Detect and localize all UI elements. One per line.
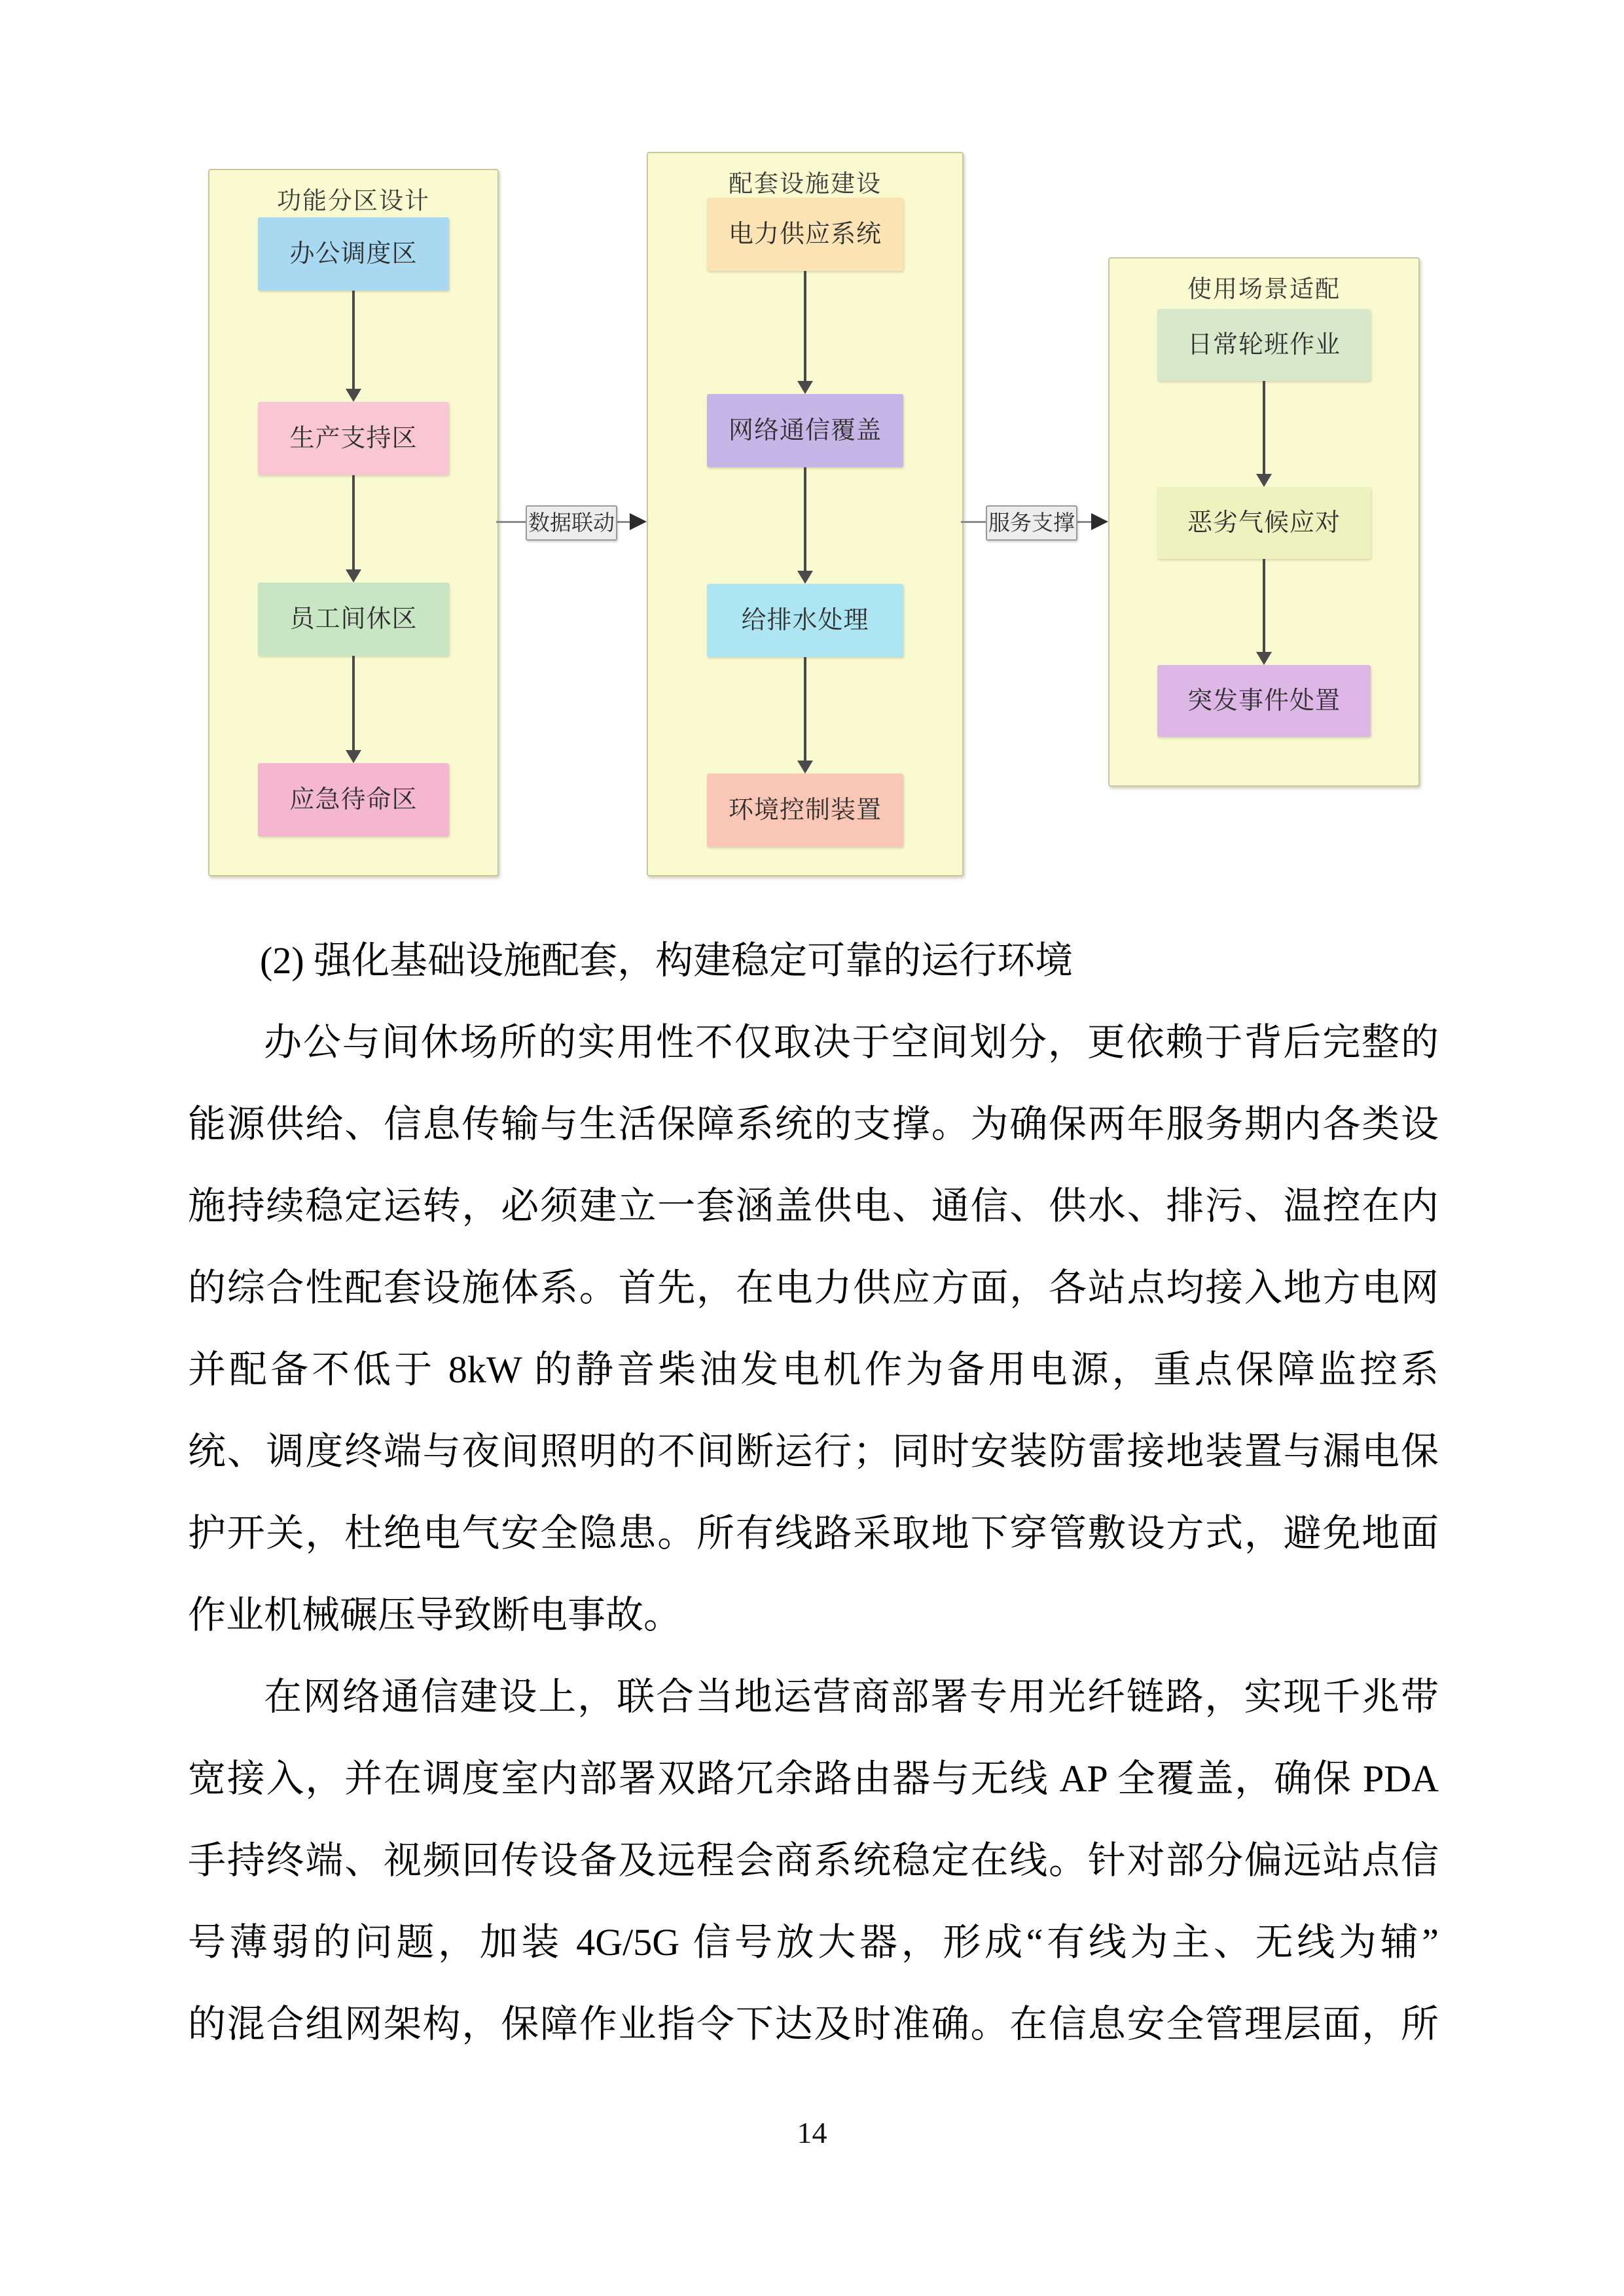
flow-node-emergency-standby: 应急待命区	[258, 763, 449, 836]
flow-node-daily-shift: 日常轮班作业	[1157, 309, 1371, 381]
down-arrow-icon	[804, 467, 806, 571]
down-arrow-icon	[352, 291, 355, 389]
flow-node-environment-control: 环境控制装置	[707, 774, 903, 847]
flow-node-severe-weather: 恶劣气候应对	[1157, 487, 1371, 559]
flow-node-emergency-handling: 突发事件处置	[1157, 665, 1371, 737]
diagram-group-usage-scenarios	[1108, 257, 1420, 787]
down-arrow-icon	[352, 656, 355, 750]
group-title: 使用场景适配	[1187, 276, 1341, 302]
body-line: 统、调度终端与夜间照明的不间断运行；同时安装防雷接地装置与漏电保	[188, 1430, 1439, 1473]
flow-node-network-coverage: 网络通信覆盖	[707, 394, 903, 467]
flow-node-office-dispatch: 办公调度区	[258, 217, 449, 291]
body-text	[188, 920, 1439, 2065]
right-arrow-icon	[1091, 513, 1108, 530]
down-arrow-icon	[352, 475, 355, 569]
flow-node-power-supply: 电力供应系统	[707, 198, 903, 271]
body-line: 护开关，杜绝电气安全隐患。所有线路采取地下穿管敷设方式，避免地面	[188, 1512, 1439, 1554]
body-line: 能源供给、信息传输与生活保障系统的支撑。为确保两年服务期内各类设	[188, 1103, 1439, 1145]
body-line: 的混合组网架构，保障作业指令下达及时准确。在信息安全管理层面，所	[188, 2003, 1439, 2045]
down-arrow-icon	[804, 657, 806, 761]
flow-node-water-treatment: 给排水处理	[707, 584, 903, 657]
body-line: 手持终端、视频回传设备及远程会商系统稳定在线。针对部分偏远站点信	[188, 1839, 1439, 1882]
down-arrow-icon	[1263, 381, 1265, 474]
body-line: 施持续稳定运转，必须建立一套涵盖供电、通信、供水、排污、温控在内	[188, 1185, 1439, 1227]
body-line: 作业机械碾压导致断电事故。	[188, 1594, 682, 1636]
body-line: 号薄弱的问题，加装 4G/5G 信号放大器，形成“有线为主、无线为辅”	[188, 1921, 1439, 1964]
body-line: 办公与间休场所的实用性不仅取决于空间划分，更依赖于背后完整的	[264, 1021, 1439, 1064]
diagram-group-functional-zoning	[208, 169, 499, 876]
flow-node-production-support: 生产支持区	[258, 402, 449, 475]
diagram-group-supporting-facilities	[647, 152, 964, 876]
body-line: 在网络通信建设上，联合当地运营商部署专用光纤链路，实现千兆带	[264, 1676, 1439, 1718]
body-line: 的综合性配套设施体系。首先，在电力供应方面，各站点均接入地方电网	[188, 1266, 1439, 1309]
body-line: 宽接入，并在调度室内部署双路冗余路由器与无线 AP 全覆盖，确保 PDA	[188, 1757, 1439, 1800]
page-number: 14	[797, 2116, 827, 2149]
group-title: 功能分区设计	[277, 187, 430, 214]
connector-label-data-linkage: 数据联动	[526, 505, 617, 541]
group-title: 配套设施建设	[729, 170, 882, 197]
body-line: 并配备不低于 8kW 的静音柴油发电机作为备用电源，重点保障监控系	[188, 1348, 1439, 1391]
flow-node-staff-rest: 员工间休区	[258, 583, 449, 656]
connector-label-service-support: 服务支撑	[986, 505, 1077, 541]
right-arrow-icon	[630, 513, 647, 530]
section-heading: (2) 强化基础设施配套，构建稳定可靠的运行环境	[260, 939, 1074, 982]
down-arrow-icon	[804, 271, 806, 381]
down-arrow-icon	[1263, 559, 1265, 652]
